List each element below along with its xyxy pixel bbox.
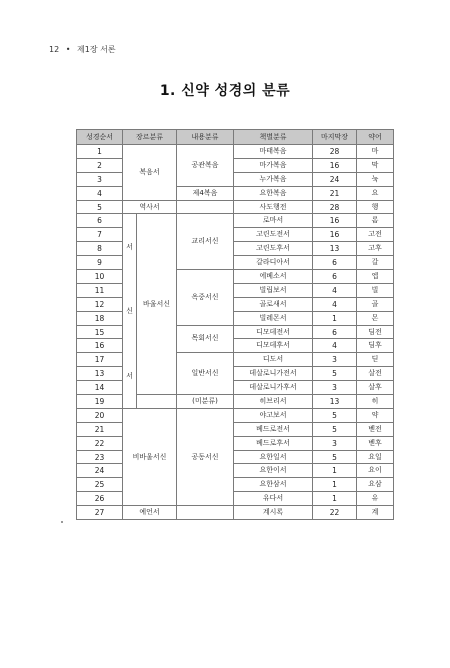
chapters-cell: 3	[313, 381, 357, 395]
book-cell: 요한일서	[234, 450, 313, 464]
book-cell: 베드로후서	[234, 436, 313, 450]
page-number: 12	[49, 45, 60, 54]
chapters-cell: 1	[313, 492, 357, 506]
abbr-cell: 벧후	[357, 436, 394, 450]
content-cell-empty	[177, 506, 234, 520]
abbr-cell: 요삼	[357, 478, 394, 492]
content-cell: 목회서신	[177, 325, 234, 353]
abbr-cell: 히	[357, 395, 394, 409]
book-cell: 갈라디아서	[234, 256, 313, 270]
abbr-cell: 고전	[357, 228, 394, 242]
order-cell: 24	[77, 464, 123, 478]
print-mark	[61, 521, 63, 523]
abbr-cell: 마	[357, 145, 394, 159]
abbr-cell: 빌	[357, 283, 394, 297]
abbr-cell: 고후	[357, 242, 394, 256]
book-cell: 마가복음	[234, 158, 313, 172]
book-cell: 베드로전서	[234, 422, 313, 436]
book-cell: 요한이서	[234, 464, 313, 478]
order-cell: 20	[77, 408, 123, 422]
abbr-cell: 행	[357, 200, 394, 214]
order-cell: 26	[77, 492, 123, 506]
content-cell: 옥중서신	[177, 270, 234, 326]
order-cell: 5	[77, 200, 123, 214]
chapters-cell: 3	[313, 353, 357, 367]
running-header	[49, 44, 120, 55]
content-cell: 교리서신	[177, 214, 234, 270]
chapters-cell: 21	[313, 186, 357, 200]
order-cell: 3	[77, 172, 123, 186]
col-header: 마지막장	[313, 130, 357, 145]
genre-cell: 예언서	[123, 506, 177, 520]
abbr-cell: 눅	[357, 172, 394, 186]
content-cell-empty	[177, 200, 234, 214]
book-cell: 야고보서	[234, 408, 313, 422]
content-cell: 공관복음	[177, 145, 234, 187]
col-header: 약어	[357, 130, 394, 145]
nt-classification-table	[76, 129, 394, 520]
order-cell: 6	[77, 214, 123, 228]
chapters-cell: 28	[313, 145, 357, 159]
book-cell: 빌립보서	[234, 283, 313, 297]
content-cell: 제4복음	[177, 186, 234, 200]
content-cell: (미분류)	[177, 395, 234, 409]
chapters-cell: 5	[313, 422, 357, 436]
table-row	[77, 214, 394, 228]
order-cell: 12	[77, 297, 123, 311]
chapters-cell: 13	[313, 395, 357, 409]
epistles-char: 서	[126, 371, 133, 380]
chapter-title: 제1장 서론	[77, 45, 116, 54]
chapters-cell: 6	[313, 256, 357, 270]
abbr-cell: 딤후	[357, 339, 394, 353]
book-cell: 데살로니가전서	[234, 367, 313, 381]
order-cell: 1	[77, 145, 123, 159]
chapters-cell: 16	[313, 228, 357, 242]
book-cell: 골로새서	[234, 297, 313, 311]
book-cell: 히브리서	[234, 395, 313, 409]
abbr-cell: 계	[357, 506, 394, 520]
abbr-cell: 살후	[357, 381, 394, 395]
book-cell: 고린도전서	[234, 228, 313, 242]
abbr-cell: 딛	[357, 353, 394, 367]
order-cell: 25	[77, 478, 123, 492]
book-cell: 로마서	[234, 214, 313, 228]
book-cell: 사도행전	[234, 200, 313, 214]
order-cell: 22	[77, 436, 123, 450]
abbr-cell: 유	[357, 492, 394, 506]
header-bullet: •	[65, 45, 71, 54]
col-header: 책별분류	[234, 130, 313, 145]
order-cell: 13	[77, 367, 123, 381]
book-cell: 디모데전서	[234, 325, 313, 339]
abbr-cell: 요이	[357, 464, 394, 478]
order-cell: 21	[77, 422, 123, 436]
page-title: 1. 신약 성경의 분류	[159, 83, 291, 99]
table-row	[77, 145, 394, 159]
genre-cell-empty	[137, 395, 177, 409]
book-cell: 계시록	[234, 506, 313, 520]
epistles-char: 서	[126, 242, 133, 251]
order-cell: 9	[77, 256, 123, 270]
chapters-cell: 1	[313, 311, 357, 325]
chapters-cell: 5	[313, 367, 357, 381]
chapters-cell: 16	[313, 214, 357, 228]
table-row	[77, 200, 394, 214]
order-cell: 16	[77, 339, 123, 353]
abbr-cell: 엡	[357, 270, 394, 284]
book-cell: 유다서	[234, 492, 313, 506]
chapters-cell: 6	[313, 270, 357, 284]
order-cell: 11	[77, 283, 123, 297]
order-cell: 14	[77, 381, 123, 395]
epistles-char: 신	[126, 307, 133, 316]
genre-cell: 복음서	[123, 145, 177, 201]
pauline-genre-cell: 바울서신	[137, 214, 177, 395]
order-cell: 15	[77, 325, 123, 339]
col-header: 장르분류	[123, 130, 177, 145]
chapters-cell: 22	[313, 506, 357, 520]
book-cell: 빌레몬서	[234, 311, 313, 325]
chapters-cell: 13	[313, 242, 357, 256]
abbr-cell: 막	[357, 158, 394, 172]
abbr-cell: 골	[357, 297, 394, 311]
chapters-cell: 24	[313, 172, 357, 186]
chapters-cell: 1	[313, 464, 357, 478]
abbr-cell: 몬	[357, 311, 394, 325]
col-header: 성경순서	[77, 130, 123, 145]
chapters-cell: 3	[313, 436, 357, 450]
table-row	[77, 408, 394, 422]
chapters-cell: 5	[313, 408, 357, 422]
abbr-cell: 약	[357, 408, 394, 422]
order-cell: 18	[77, 311, 123, 325]
abbr-cell: 살전	[357, 367, 394, 381]
chapters-cell: 28	[313, 200, 357, 214]
book-cell: 에베소서	[234, 270, 313, 284]
chapters-cell: 1	[313, 478, 357, 492]
abbr-cell: 갈	[357, 256, 394, 270]
book-cell: 데살로니가후서	[234, 381, 313, 395]
book-cell: 요한삼서	[234, 478, 313, 492]
col-header: 내용분류	[177, 130, 234, 145]
abbr-cell: 벧전	[357, 422, 394, 436]
content-cell: 공동서신	[177, 408, 234, 505]
epistles-genre-cell	[123, 214, 137, 408]
chapters-cell: 4	[313, 297, 357, 311]
order-cell: 19	[77, 395, 123, 409]
order-cell: 7	[77, 228, 123, 242]
chapters-cell: 4	[313, 283, 357, 297]
order-cell: 4	[77, 186, 123, 200]
order-cell: 2	[77, 158, 123, 172]
genre-cell: 비바울서신	[123, 408, 177, 505]
chapters-cell: 4	[313, 339, 357, 353]
order-cell: 23	[77, 450, 123, 464]
order-cell: 8	[77, 242, 123, 256]
abbr-cell: 딤전	[357, 325, 394, 339]
chapters-cell: 6	[313, 325, 357, 339]
abbr-cell: 요	[357, 186, 394, 200]
book-cell: 마태복음	[234, 145, 313, 159]
book-cell: 누가복음	[234, 172, 313, 186]
book-cell: 요한복음	[234, 186, 313, 200]
order-cell: 27	[77, 506, 123, 520]
book-cell: 디모데후서	[234, 339, 313, 353]
book-cell: 고린도후서	[234, 242, 313, 256]
chapters-cell: 16	[313, 158, 357, 172]
order-cell: 17	[77, 353, 123, 367]
chapters-cell: 5	[313, 450, 357, 464]
order-cell: 10	[77, 270, 123, 284]
content-cell: 일반서신	[177, 353, 234, 395]
book-cell: 디도서	[234, 353, 313, 367]
genre-cell: 역사서	[123, 200, 177, 214]
table-header-row	[77, 130, 394, 145]
table-row	[77, 506, 394, 520]
abbr-cell: 요일	[357, 450, 394, 464]
abbr-cell: 롬	[357, 214, 394, 228]
